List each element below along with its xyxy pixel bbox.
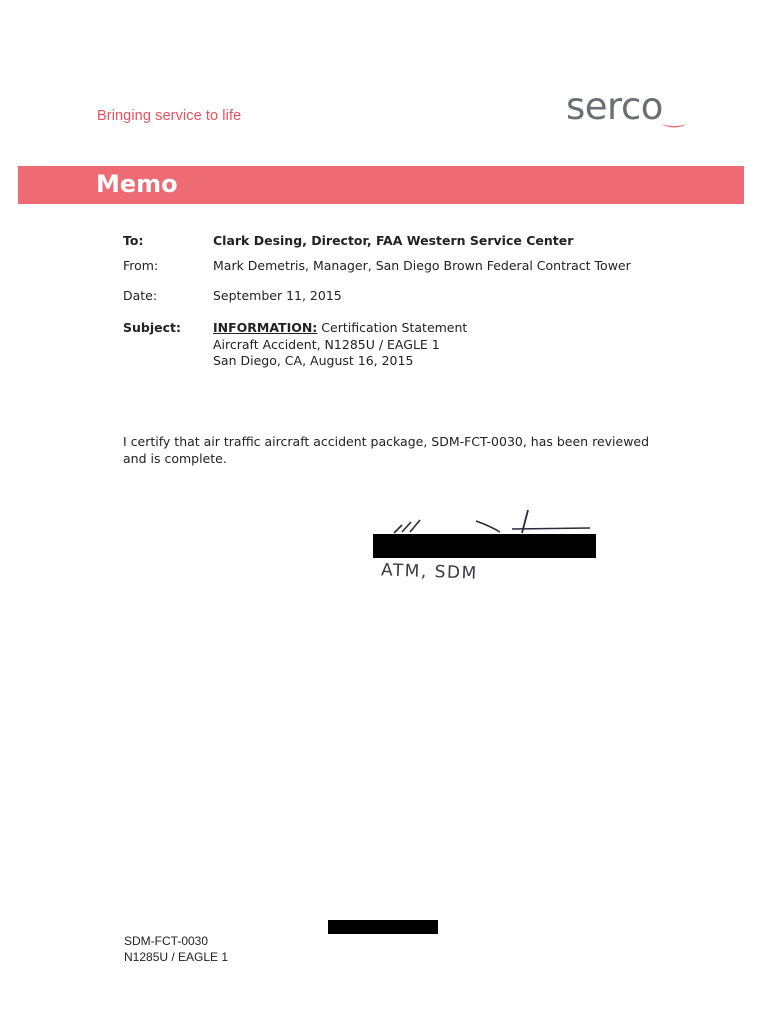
subject-line-2: Aircraft Accident, N1285U / EAGLE 1 (213, 336, 440, 352)
from-label: From: (123, 258, 159, 273)
redaction-bar-footer (328, 920, 438, 934)
from-value: Mark Demetris, Manager, San Diego Brown Federal Contract Tower (213, 258, 631, 273)
memo-banner (18, 166, 744, 204)
subject-block (213, 320, 467, 370)
document-footer (124, 934, 228, 965)
logo-swoosh-icon (659, 121, 689, 131)
subject-keyword: INFORMATION: (213, 320, 318, 335)
subject-line-1-rest: Certification Statement (317, 320, 468, 335)
subject-line-3: San Diego, CA, August 16, 2015 (213, 353, 414, 368)
subject-line-1 (213, 320, 467, 337)
redaction-bar (373, 534, 596, 558)
to-label: To: (123, 233, 144, 248)
memo-title: Memo (96, 170, 178, 198)
signer-title-handwritten: ATM, SDM (380, 560, 479, 584)
footer-aircraft: N1285U / EAGLE 1 (124, 949, 229, 964)
to-value: Clark Desing, Director, FAA Western Service Center (213, 233, 574, 248)
logo-wordmark: serco (566, 85, 663, 128)
date-label: Date: (123, 288, 158, 303)
brand-tagline: Bringing service to life (97, 108, 242, 124)
subject-label: Subject: (123, 320, 181, 335)
date-value: September 11, 2015 (213, 288, 342, 303)
footer-reference: SDM-FCT-0030 (124, 934, 209, 948)
serco-logo (566, 85, 696, 138)
certification-statement: I certify that air traffic aircraft accident package, SDM-FCT-0030, has been reviewed and is complete. (123, 434, 650, 466)
